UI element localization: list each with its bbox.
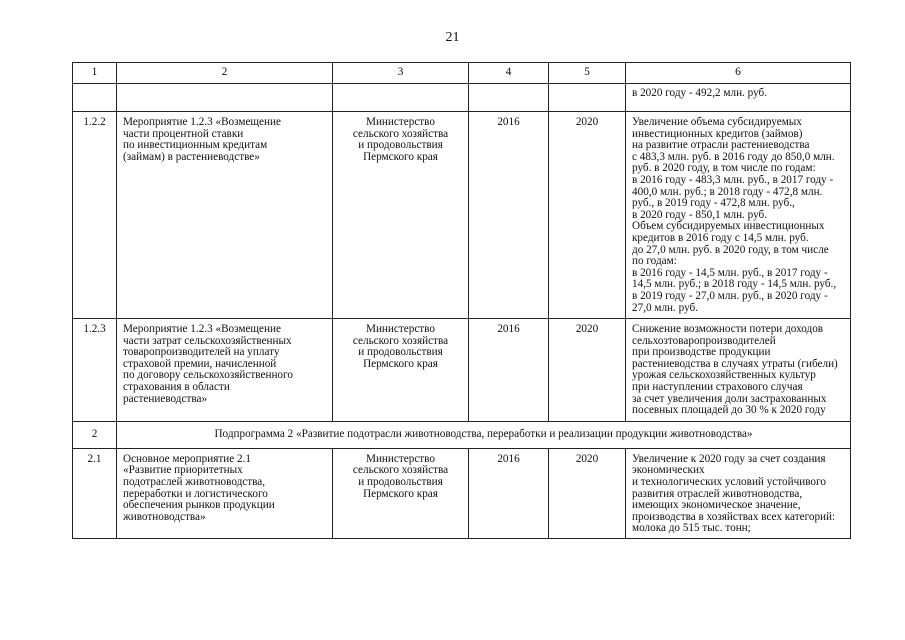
row-end-year: 2020 xyxy=(549,319,626,422)
subprogram-title: Подпрограмма 2 «Развитие подотрасли животноводства, переработки и реализации продукции животноводства» xyxy=(117,421,851,448)
row-number: 1.2.3 xyxy=(73,319,117,422)
row-name: Мероприятие 1.2.3 «Возмещение части затрат сельскохозяйственных товаропроизводителей на уплату страховой премии, начисленной по договору сельскохозяйственного страхования в области растениеводства» xyxy=(117,319,333,422)
row-result: в 2020 году - 492,2 млн. руб. xyxy=(626,84,851,112)
table-row xyxy=(73,112,851,319)
row-result: Снижение возможности потери доходов сельхозтоваропроизводителей при производстве продукции растениеводства в случаях утраты (гибели) урожая сельскохозяйственных культур при наступлении страхового случая за счет увеличения доли застрахованных посевных площадей до 30 % к 2020 году xyxy=(626,319,851,422)
header-cell: 4 xyxy=(469,63,549,84)
row-executor: Министерство сельского хозяйства и продовольствия Пермского края xyxy=(333,112,469,319)
header-cell: 5 xyxy=(549,63,626,84)
row-name: Основное мероприятие 2.1 «Развитие приоритетных подотраслей животноводства, переработки и логистического обеспечения рынков продукции животноводства» xyxy=(117,448,333,538)
row-start-year: 2016 xyxy=(469,448,549,538)
row-executor: Министерство сельского хозяйства и продовольствия Пермского края xyxy=(333,448,469,538)
subprogram-row xyxy=(73,421,851,448)
header-cell: 2 xyxy=(117,63,333,84)
header-cell: 6 xyxy=(626,63,851,84)
row-number: 2.1 xyxy=(73,448,117,538)
row-end-year: 2020 xyxy=(549,112,626,319)
row-start-year: 2016 xyxy=(469,319,549,422)
header-row xyxy=(73,63,851,84)
row-result: Увеличение объема субсидируемых инвестиционных кредитов (займов) на развитие отрасли растениеводства с 483,3 млн. руб. в 2016 году до 850,0 млн. руб. в 2020 году, в том числе по годам: в 2016 году - 483,3 млн. руб., в 2017 году - 400,0 млн. руб.; в 2018 году - 472,8 млн. руб., в 2019 году - 472,8 млн. руб., в 2020 году - 850,1 млн. руб. Объем субсидируемых инвестиционных кредитов в 2016 году с 14,5 млн. руб. до 27,0 млн. руб. в 2020 году, в том числе по годам: в 2016 году - 14,5 млн. руб., в 2017 году - 14,5 млн. руб.; в 2018 году - 14,5 млн. руб., в 2019 году - 27,0 млн. руб., в 2020 году - 27,0 млн. руб. xyxy=(626,112,851,319)
table-row xyxy=(73,84,851,112)
row-start-year xyxy=(469,84,549,112)
row-executor xyxy=(333,84,469,112)
row-name: Мероприятие 1.2.3 «Возмещение части процентной ставки по инвестиционным кредитам (займам) в растениеводстве» xyxy=(117,112,333,319)
row-result: Увеличение к 2020 году за счет создания экономических и технологических условий устойчивого развития отраслей животноводства, имеющих экономическое значение, производства в хозяйствах всех категорий: молока до 515 тыс. тонн; xyxy=(626,448,851,538)
page-number: 21 xyxy=(445,30,460,45)
row-executor: Министерство сельского хозяйства и продовольствия Пермского края xyxy=(333,319,469,422)
table-row xyxy=(73,448,851,538)
row-number xyxy=(73,84,117,112)
row-name xyxy=(117,84,333,112)
subprogram-number: 2 xyxy=(73,421,117,448)
row-start-year: 2016 xyxy=(469,112,549,319)
header-cell: 3 xyxy=(333,63,469,84)
table-row xyxy=(73,319,851,422)
row-number: 1.2.2 xyxy=(73,112,117,319)
row-end-year xyxy=(549,84,626,112)
row-end-year: 2020 xyxy=(549,448,626,538)
header-cell: 1 xyxy=(73,63,117,84)
program-table xyxy=(72,62,851,539)
